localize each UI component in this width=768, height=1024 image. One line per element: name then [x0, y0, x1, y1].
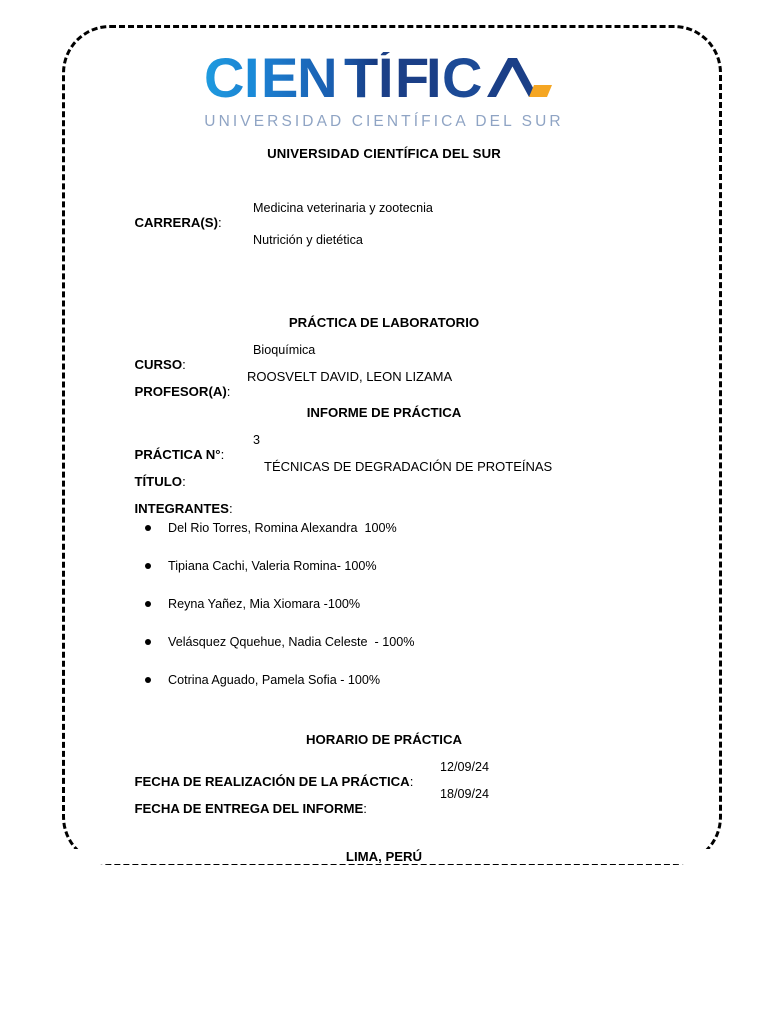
lab-practice-heading: PRÁCTICA DE LABORATORIO [288, 315, 480, 330]
careers-value-2: Nutrición y dietética [253, 233, 363, 247]
careers-label-row [120, 200, 222, 245]
member-name: Velásquez Qquehue, Nadia Celeste - 100% [168, 635, 415, 649]
svg-text:I: I [244, 52, 259, 108]
title-value: TÉCNICAS DE DEGRADACIÓN DE PROTEÍNAS [264, 459, 553, 474]
list-item [120, 634, 640, 672]
member-name: Del Rio Torres, Romina Alexandra 100% [168, 521, 397, 535]
professor-label: PROFESOR(A) [134, 384, 227, 399]
title-label: TÍTULO [134, 474, 183, 489]
list-item [120, 596, 640, 634]
footer-location-text: LIMA, PERÚ [340, 849, 428, 864]
svg-text:I: I [426, 52, 441, 108]
course-label: CURSO [134, 357, 183, 372]
course-colon: : [182, 357, 186, 372]
delivery-date-colon: : [363, 801, 367, 816]
practice-number-value: 3 [253, 433, 261, 447]
professor-value: ROOSVELT DAVID, LEON LIZAMA [247, 369, 453, 384]
professor-colon: : [226, 384, 231, 399]
university-logo [0, 52, 768, 131]
logo-mark [204, 52, 564, 130]
svg-text:T: T [344, 52, 378, 108]
list-item [120, 520, 640, 558]
practice-number-colon: : [220, 447, 225, 462]
careers-value-1: Medicina veterinaria y zootecnia [253, 201, 433, 215]
title-colon: : [182, 474, 186, 489]
schedule-heading: HORARIO DE PRÁCTICA [305, 732, 463, 747]
svg-text:F: F [395, 52, 429, 108]
footer-location [0, 849, 768, 864]
careers-colon: : [217, 215, 222, 230]
practice-number-label: PRÁCTICA N° [134, 447, 221, 462]
list-item [120, 672, 640, 710]
logo-subtitle: UNIVERSIDAD CIENTÍFICA DEL SUR [204, 113, 564, 130]
report-heading: INFORME DE PRÁCTICA [306, 405, 462, 420]
member-name: Cotrina Aguado, Pamela Sofia - 100% [168, 673, 381, 687]
members-list [120, 520, 640, 710]
svg-text:C: C [442, 52, 482, 108]
execution-date-value: 12/09/24 [440, 760, 490, 774]
list-item [120, 558, 640, 596]
execution-date-colon: : [409, 774, 414, 789]
delivery-date-value: 18/09/24 [440, 787, 490, 801]
svg-text:EN: EN [261, 52, 337, 108]
svg-text:C: C [204, 52, 244, 108]
execution-date-label: FECHA DE REALIZACIÓN DE LA PRÁCTICA [134, 774, 410, 789]
delivery-date-label-row [120, 786, 367, 831]
logo-wordmark-cientifica [204, 52, 564, 108]
delivery-date-label: FECHA DE ENTREGA DEL INFORME [134, 801, 364, 816]
page-title-university: UNIVERSIDAD CIENTÍFICA DEL SUR [267, 146, 501, 161]
course-value: Bioquímica [253, 343, 316, 357]
member-name: Tipiana Cachi, Valeria Romina- 100% [168, 559, 377, 573]
member-name: Reyna Yañez, Mia Xiomara -100% [168, 597, 361, 611]
careers-label: CARRERA(S) [134, 215, 218, 230]
members-label: INTEGRANTES [134, 501, 229, 516]
svg-text:Í: Í [378, 52, 393, 108]
members-colon: : [228, 501, 233, 516]
